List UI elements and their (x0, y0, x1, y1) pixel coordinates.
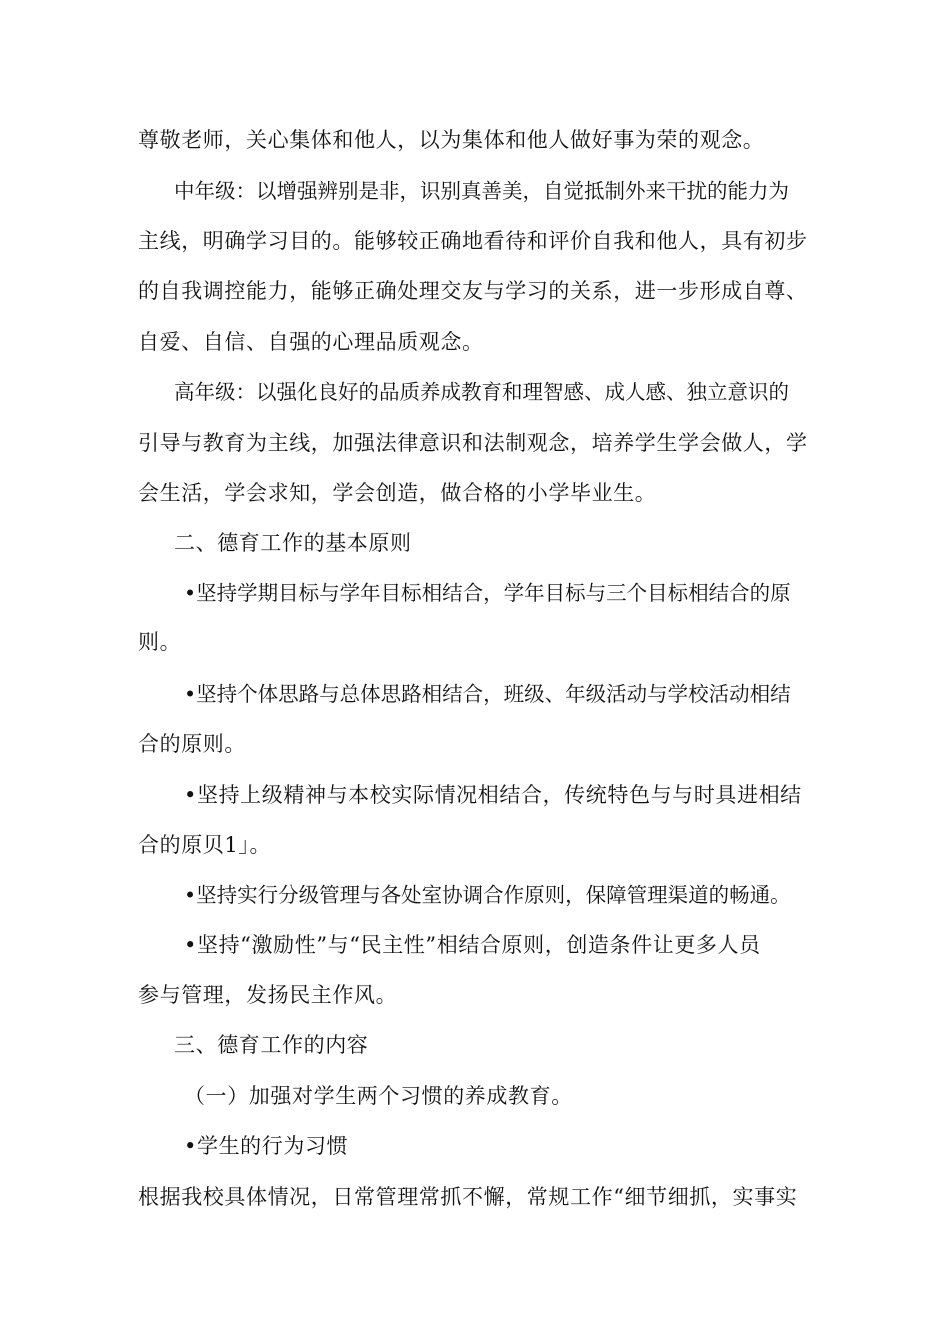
body-text-line: 合的原贝1」。 (138, 833, 272, 857)
bullet-item-line: •坚持实行分级管理与各处室协调合作原则，保障管理渠道的畅通。 (184, 883, 791, 907)
body-text-line: 参与管理，发扬民主作风。 (138, 983, 398, 1007)
paragraph-middle-grade-line: 中年级：以增强辨别是非，识别真善美，自觉抵制外来干扰的能力为 (174, 179, 789, 203)
bullet-item-line: •坚持“激励性”与“民主性”相结合原则，创造条件让更多人员 (184, 933, 761, 957)
body-text-line: 根据我校具体情况，日常管理常抓不懈，常规工作“细节细抓，实事实 (138, 1185, 798, 1209)
body-text-line: 尊敬老师，关心集体和他人，以为集体和他人做好事为荣的观念。 (138, 128, 765, 152)
body-text-line: 合的原则。 (138, 732, 246, 756)
body-text-line: 会生活，学会求知，学会创造，做合格的小学毕业生。 (138, 481, 657, 505)
paragraph-high-grade-line: 高年级：以强化良好的品质养成教育和理智感、成人感、独立意识的 (174, 380, 789, 404)
subsection-heading: （一）加强对学生两个习惯的养成教育。 (184, 1084, 573, 1108)
section-heading-principles: 二、德育工作的基本原则 (174, 531, 412, 555)
body-text-line: 则。 (138, 630, 182, 654)
body-text-line: 主线，明确学习目的。能够较正确地看待和评价自我和他人，具有初步 (138, 229, 808, 253)
body-text-line: 的自我调控能力，能够正确处理交友与学习的关系，进一步形成自尊、 (138, 279, 808, 303)
bullet-item-line: •坚持个体思路与总体思路相结合，班级、年级活动与学校活动相结 (184, 682, 791, 706)
bullet-item-line: •坚持上级精神与本校实际情况相结合，传统特色与与时具进相结 (184, 783, 802, 807)
body-text-line: 自爱、自信、自强的心理品质观念。 (138, 330, 484, 354)
section-heading-content: 三、德育工作的内容 (174, 1033, 369, 1057)
body-text-line: 引导与教育为主线，加强法律意识和法制观念，培养学生学会做人，学 (138, 431, 808, 455)
bullet-item-line: •坚持学期目标与学年目标相结合，学年目标与三个目标相结合的原 (184, 581, 791, 605)
bullet-item-line: •学生的行为习惯 (184, 1134, 349, 1158)
